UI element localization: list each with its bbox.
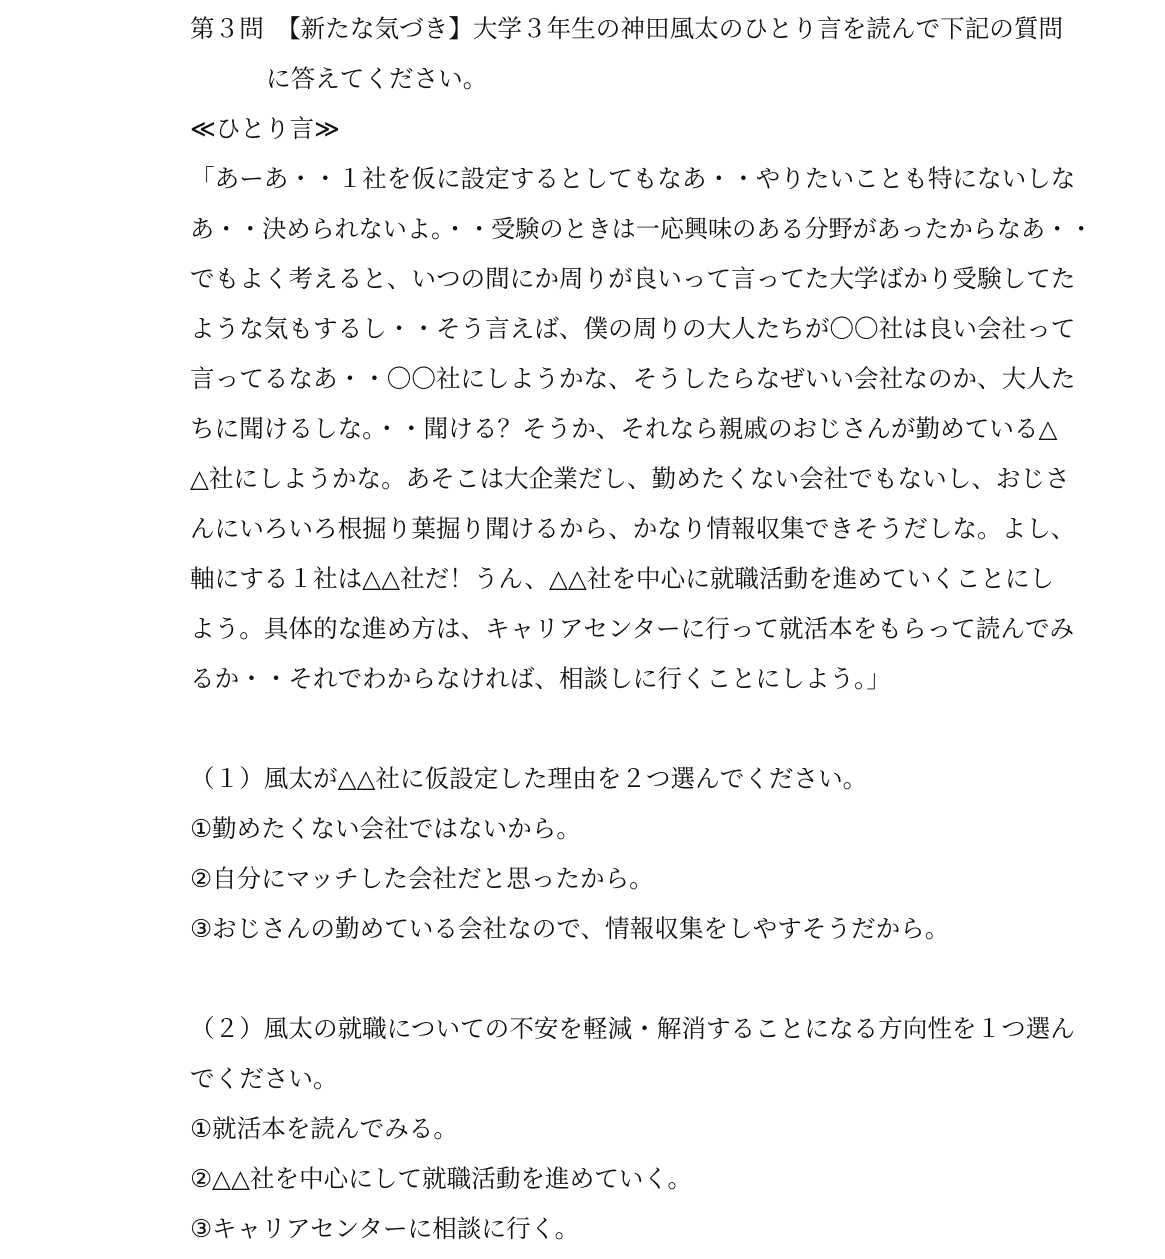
q2-option-3: ③キャリアセンターに相談に行く。 xyxy=(190,1214,580,1243)
q2-prompt: （２）風太の就職についての不安を軽減・解消することになる方向性を１つ選ん xyxy=(190,1014,1075,1043)
monologue-line: △社にしようかな。あそこは大企業だし、勤めたくない会社でもないし、おじさ xyxy=(190,464,1070,493)
monologue-line: あ・・決められないよ。・・受験のときは一応興味のある分野があったからなあ・・ xyxy=(190,215,1094,243)
q1-prompt: （１）風太が△△社に仮設定した理由を２つ選んでください。 xyxy=(190,764,868,793)
document-page xyxy=(190,4,1095,1254)
spacer xyxy=(190,704,1095,754)
q1-option-2: ②自分にマッチした会社だと思ったから。 xyxy=(190,864,654,893)
question-title: 第３問 【新たな気づき】大学３年生の神田風太のひとり言を読んで下記の質問 xyxy=(190,14,1064,43)
monologue-line: ちに聞けるしな。・・聞ける？そうか、それなら親戚のおじさんが勤めている△ xyxy=(190,414,1058,443)
monologue-line: 言ってるなあ・・〇〇社にしようかな、そうしたらなぜいい会社なのか、大人た xyxy=(190,364,1076,393)
monologue-heading: ≪ひとり言≫ xyxy=(190,114,340,143)
monologue-line: 軸にする１社は△△社だ！うん、△△社を中心に就職活動を進めていくことにし xyxy=(190,564,1055,593)
monologue-line: んにいろいろ根掘り葉掘り聞けるから、かなり情報収集できそうだしな。よし、 xyxy=(190,514,1076,543)
q1-option-3: ③おじさんの勤めている会社なので、情報収集をしやすそうだから。 xyxy=(190,914,950,943)
monologue-line: でもよく考えると、いつの間にか周りが良いって言ってた大学ばかり受験してた xyxy=(190,264,1076,293)
q2-option-2: ②△△社を中心にして就職活動を進めていく。 xyxy=(190,1164,693,1193)
q1-option-1: ①勤めたくない会社ではないから。 xyxy=(190,814,581,843)
monologue-line: るか・・それでわからなければ、相談しに行くことにしよう。」 xyxy=(190,664,891,693)
q2-prompt-continued: でください。 xyxy=(190,1064,338,1093)
spacer xyxy=(190,954,1095,1004)
monologue-line: よう。具体的な進め方は、キャリアセンターに行って就活本をもらって読んでみ xyxy=(190,614,1075,643)
q2-option-1: ①就活本を読んでみる。 xyxy=(190,1114,458,1143)
monologue-line: ような気もするし・・そう言えば、僕の周りの大人たちが〇〇社は良い会社って xyxy=(190,314,1076,343)
monologue-line: 「あーあ・・１社を仮に設定するとしてもなあ・・やりたいことも特にないしな xyxy=(190,164,1076,193)
question-title-continued: に答えてください。 xyxy=(266,64,488,93)
